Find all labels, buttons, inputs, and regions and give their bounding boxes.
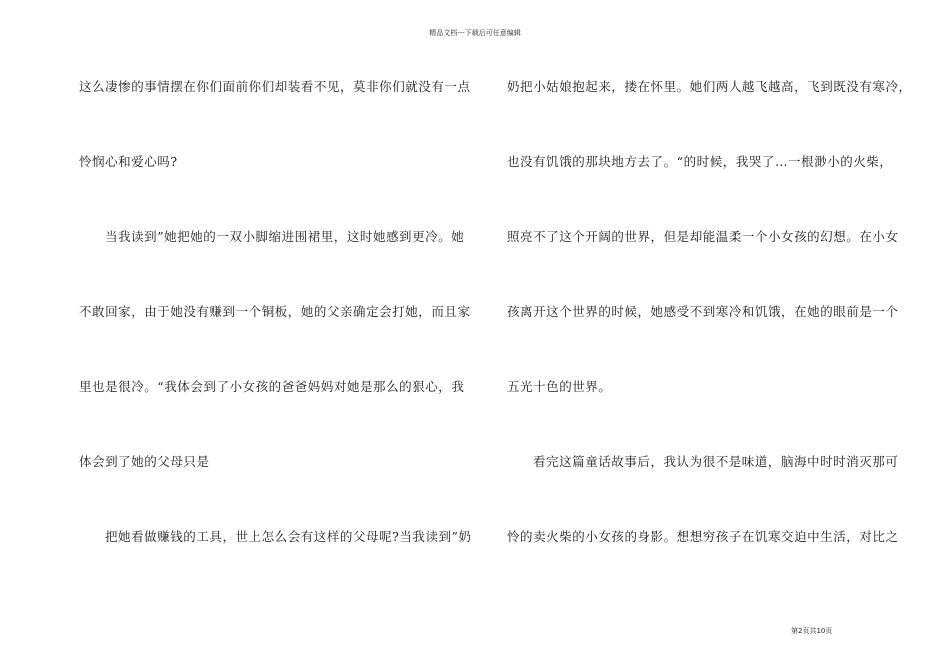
paragraph-line: 这么凄惨的事情摆在你们面前你们却装看不见，莫非你们就没有一点 xyxy=(79,79,471,94)
paragraph-line: 五光十色的世界。 xyxy=(507,379,612,394)
paragraph-line: 体会到了她的父母只是 xyxy=(79,454,210,469)
paragraph-line: 也没有饥饿的那块地方去了。“的时候，我哭了…一根渺小的火柴， xyxy=(507,154,893,169)
paragraph-line: 不敢回家，由于她没有赚到一个铜板，她的父亲确定会打她，而且家 xyxy=(79,304,471,319)
page-header: 精品文档---下载后可任意编辑 xyxy=(429,29,521,37)
paragraph-line: 奶把小姑娘抱起来，搂在怀里。她们两人越飞越高，飞到既没有寒冷， xyxy=(507,79,912,94)
paragraph-line: 看完这篇童话故事后，我认为很不是味道，脑海中时时消灭那可 xyxy=(533,454,899,469)
paragraph-line: 把她看做赚钱的工具，世上怎么会有这样的父母呢?当我读到”奶 xyxy=(105,529,472,544)
paragraph-line: 怜悯心和爱心吗? xyxy=(79,154,178,169)
paragraph-line: 怜的卖火柴的小女孩的身影。想想穷孩子在饥寒交迫中生活，对比之 xyxy=(507,529,899,544)
paragraph-line: 里也是很冷。“我体会到了小女孩的爸爸妈妈对她是那么的狠心，我 xyxy=(79,379,465,394)
paragraph-line: 照亮不了这个开阔的世界，但是却能温柔一个小女孩的幻想。在小女 xyxy=(507,229,899,244)
paragraph-line: 孩离开这个世界的时候，她感受不到寒冷和饥饿，在她的眼前是一个 xyxy=(507,304,899,319)
paragraph-line: 当我读到”她把她的一双小脚缩进围裙里，这时她感到更冷。她 xyxy=(105,229,465,244)
page-number: 第2页共10页 xyxy=(791,627,833,635)
